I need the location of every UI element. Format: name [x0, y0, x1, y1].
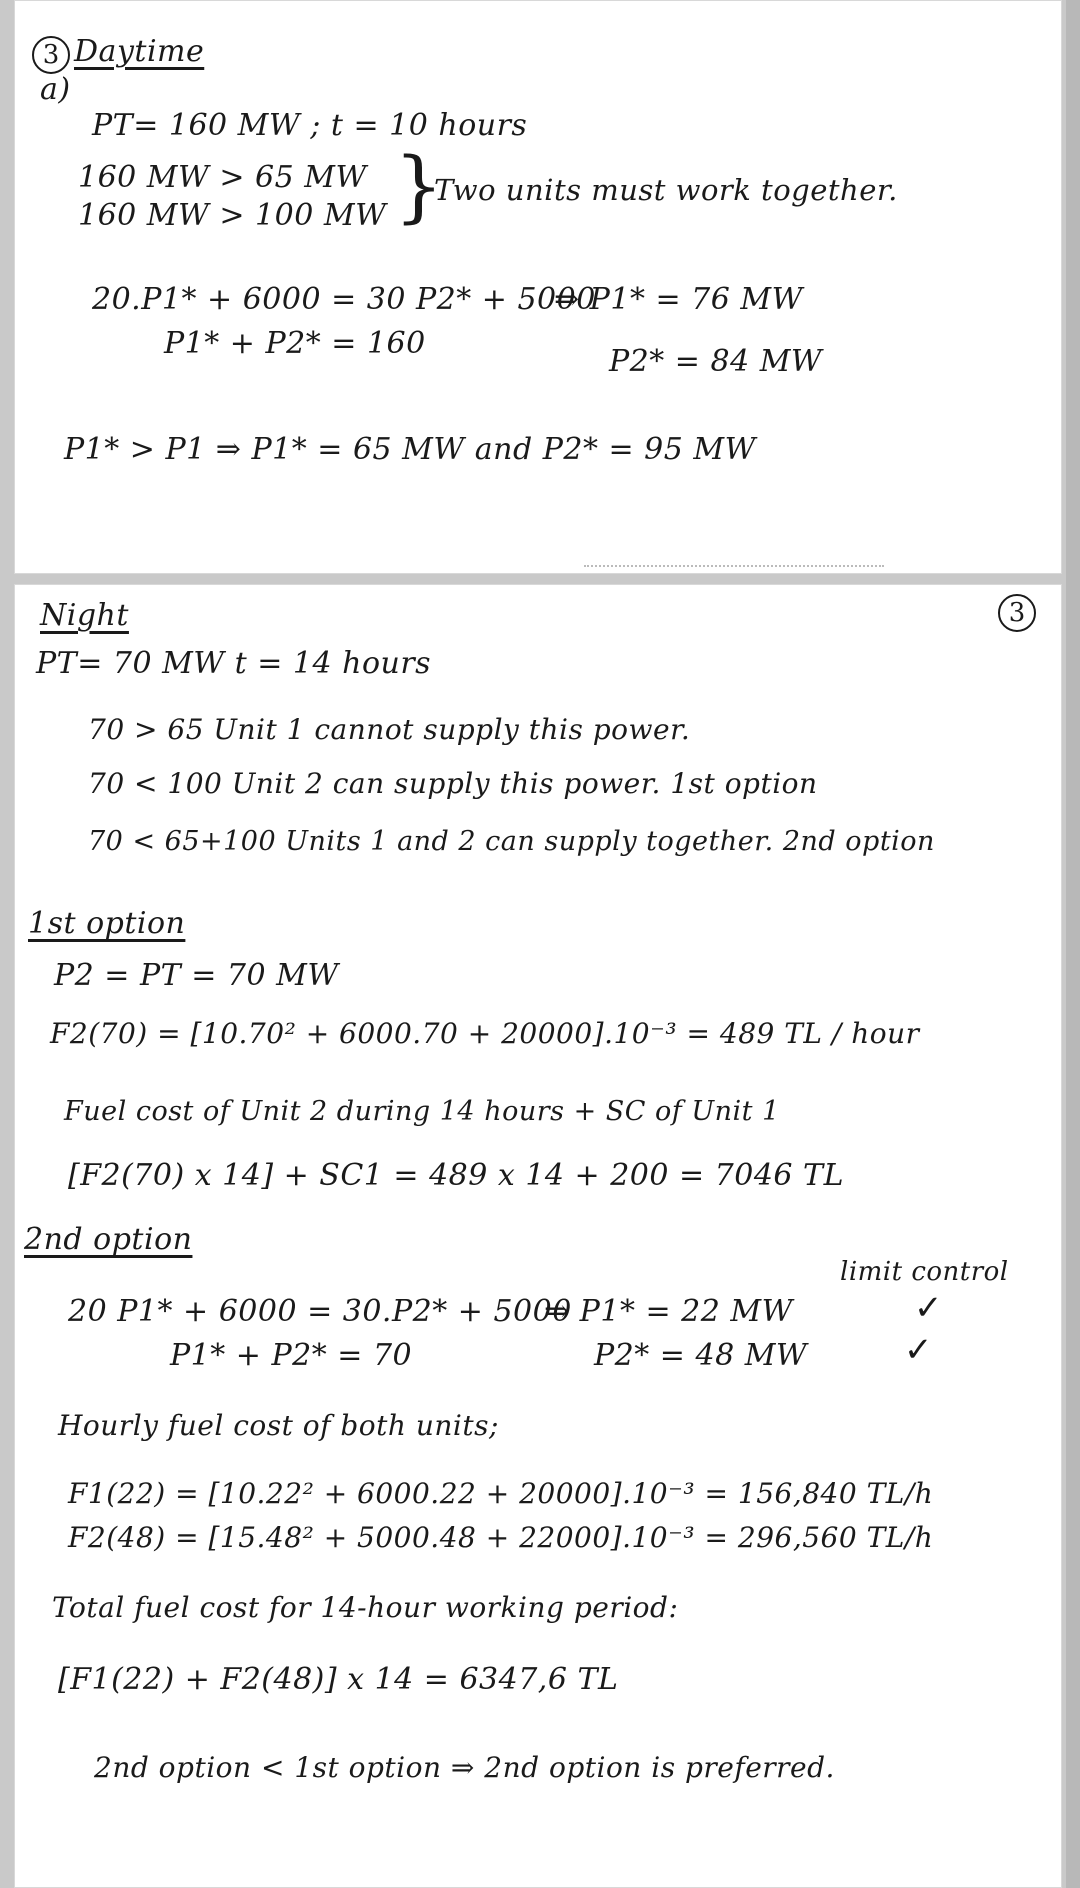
- daytime-conclusion: P1* > P1 ⇒ P1* = 65 MW and P2* = 95 MW: [64, 432, 756, 467]
- daytime-eq2: P1* + P2* = 160: [164, 326, 426, 361]
- night-line1: PT= 70 MW t = 14 hours: [36, 646, 432, 681]
- option2-line2: F1(22) = [10.22² + 6000.22 + 20000].10⁻³ = 156,840 TL/h: [68, 1477, 934, 1510]
- part-label: a): [40, 72, 71, 107]
- daytime-line2: 160 MW > 65 MW: [78, 160, 367, 195]
- option2-line3: F2(48) = [15.48² + 5000.48 + 22000].10⁻³ = 296,560 TL/h: [68, 1521, 934, 1554]
- option2-eq1: 20 P1* + 6000 = 30.P2* + 5000: [68, 1294, 572, 1329]
- night-sheet: [14, 584, 1062, 1888]
- daytime-note: Two units must work together.: [434, 173, 898, 207]
- option2-result1: ⇒ P1* = 22 MW: [544, 1294, 793, 1329]
- check-icon: ✓: [914, 1288, 943, 1328]
- option2-line1: Hourly fuel cost of both units;: [58, 1409, 499, 1442]
- option2-line4: Total fuel cost for 14-hour working period:: [52, 1591, 679, 1624]
- option1-line4: [F2(70) x 14] + SC1 = 489 x 14 + 200 = 7046 TL: [68, 1158, 844, 1193]
- night-line2: 70 > 65 Unit 1 cannot supply this power.: [88, 713, 691, 746]
- night-title: Night: [40, 598, 129, 633]
- option2-line5: [F1(22) + F2(48)] x 14 = 6347,6 TL: [58, 1662, 619, 1697]
- daytime-line3: 160 MW > 100 MW: [78, 198, 387, 233]
- section-number-badge: 3: [32, 36, 70, 74]
- night-line4: 70 < 65+100 Units 1 and 2 can supply together. 2nd option: [88, 826, 935, 857]
- option1-title: 1st option: [28, 906, 186, 941]
- daytime-result2: P2* = 84 MW: [609, 344, 823, 379]
- option1-line1: P2 = PT = 70 MW: [54, 958, 339, 993]
- check-icon: ✓: [904, 1330, 933, 1370]
- option2-title: 2nd option: [24, 1222, 193, 1257]
- brace-icon: }: [394, 142, 444, 232]
- scan-artifact: [584, 565, 884, 569]
- daytime-title: Daytime: [74, 34, 205, 69]
- option1-line2: F2(70) = [10.70² + 6000.70 + 20000].10⁻³ = 489 TL / hour: [50, 1017, 920, 1050]
- night-line3: 70 < 100 Unit 2 can supply this power. 1st option: [88, 767, 818, 800]
- daytime-sheet: [14, 0, 1062, 574]
- option2-result2: P2* = 48 MW: [594, 1338, 808, 1373]
- final-conclusion: 2nd option < 1st option ⇒ 2nd option is preferred.: [94, 1751, 835, 1784]
- page-edge: [1066, 0, 1080, 1888]
- section-number-badge: 3: [998, 594, 1036, 632]
- limit-control-label: limit control: [840, 1257, 1009, 1287]
- option2-eq2: P1* + P2* = 70: [170, 1338, 413, 1373]
- daytime-line1: PT= 160 MW ; t = 10 hours: [92, 108, 528, 143]
- option1-line3: Fuel cost of Unit 2 during 14 hours + SC of Unit 1: [64, 1096, 780, 1127]
- daytime-eq1: 20.P1* + 6000 = 30 P2* + 5000: [92, 282, 596, 317]
- daytime-result1: ⇒ P1* = 76 MW: [554, 282, 803, 317]
